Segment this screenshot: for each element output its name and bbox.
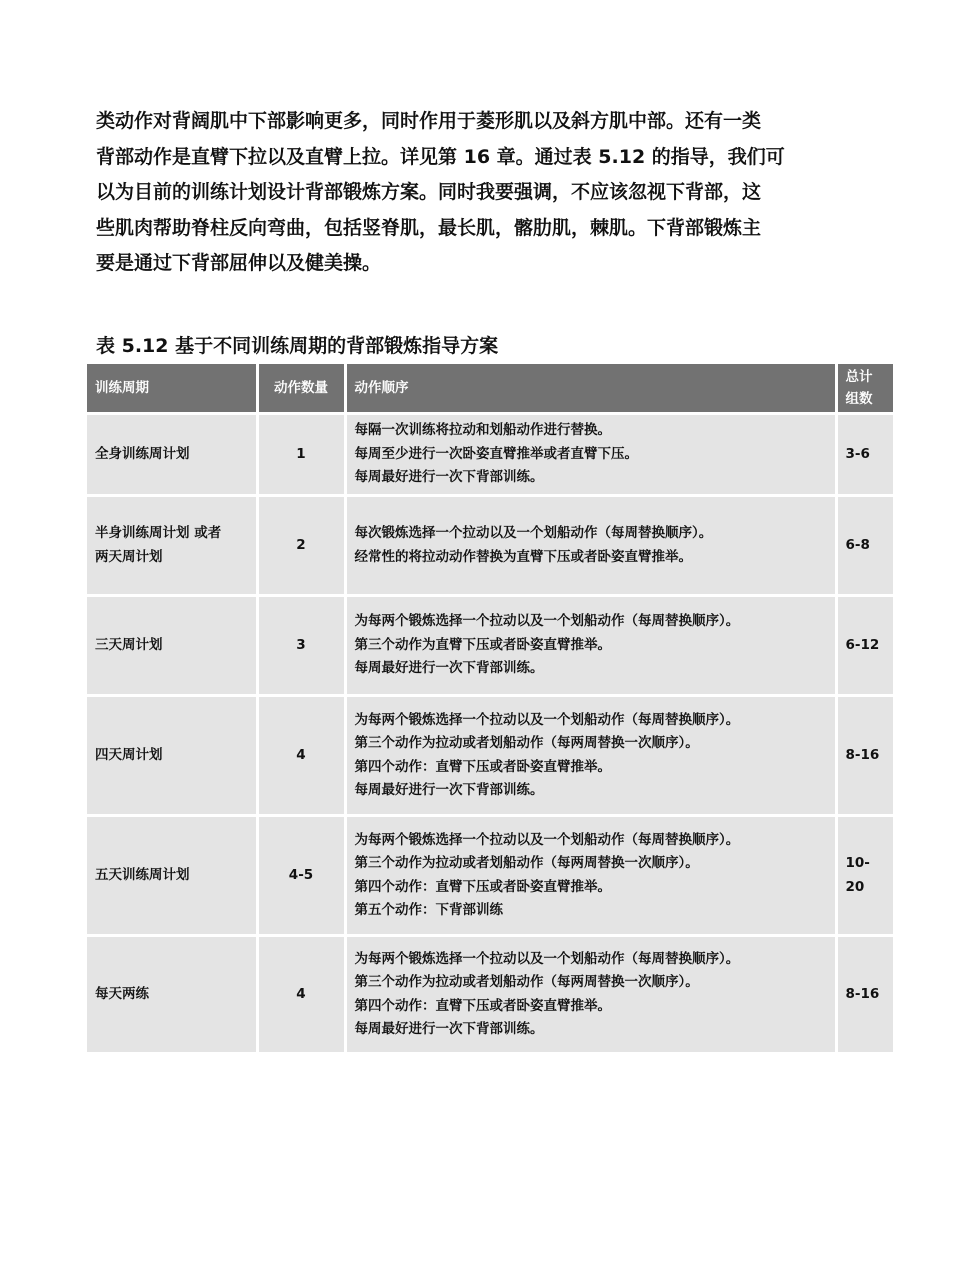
period-line: 半身训练周计划 或者 bbox=[95, 525, 222, 541]
period-line: 五天训练周计划 bbox=[95, 866, 190, 883]
table-row bbox=[87, 696, 893, 816]
cell-order bbox=[345, 816, 836, 936]
order-line: 第三个动作为直臂下压或者卧姿直臂推举。 bbox=[354, 636, 611, 653]
order-line: 第五个动作：下背部训练 bbox=[354, 902, 503, 918]
total-line: 6-8 bbox=[845, 536, 870, 553]
period-line: 全身训练周计划 bbox=[95, 445, 190, 462]
period-line: 每天两练 bbox=[95, 985, 149, 1002]
header-order: 动作顺序 bbox=[345, 364, 836, 414]
header-total-line: 总计 bbox=[845, 369, 873, 385]
cell-period bbox=[87, 936, 257, 1054]
order-line: 每周至少进行一次卧姿直臂推举或者直臂下压。 bbox=[354, 445, 638, 462]
total-line: 3-6 bbox=[845, 445, 870, 462]
order-line: 每次锻炼选择一个拉动以及一个划船动作（每周替换顺序）。 bbox=[354, 525, 713, 541]
order-line: 每周最好进行一次下背部训练。 bbox=[354, 469, 544, 486]
table-row bbox=[87, 414, 893, 496]
table-header-row bbox=[87, 364, 893, 414]
cell-count: 4 bbox=[257, 936, 345, 1054]
order-line: 第三个动作为拉动或者划船动作（每两周替换一次顺序）。 bbox=[354, 855, 699, 871]
total-line: 8-16 bbox=[845, 746, 880, 763]
cell-count: 4 bbox=[257, 696, 345, 816]
cell-period bbox=[87, 414, 257, 496]
period-line: 三天周计划 bbox=[95, 636, 163, 653]
cell-order bbox=[345, 596, 836, 696]
order-line: 第三个动作为拉动或者划船动作（每两周替换一次顺序）。 bbox=[354, 974, 699, 990]
table-body bbox=[87, 414, 893, 1054]
body-paragraph bbox=[96, 104, 886, 282]
cell-total bbox=[836, 496, 893, 596]
training-plan-table bbox=[87, 364, 893, 1055]
cell-order bbox=[345, 496, 836, 596]
paragraph-line: 要是通过下背部屈伸以及健美操。 bbox=[96, 252, 382, 274]
total-line: 8-16 bbox=[845, 985, 880, 1002]
header-period: 训练周期 bbox=[87, 364, 257, 414]
cell-total bbox=[836, 696, 893, 816]
table-caption: 表 5.12 基于不同训练周期的背部锻炼指导方案 bbox=[96, 335, 499, 357]
cell-period bbox=[87, 496, 257, 596]
header-total bbox=[836, 364, 893, 414]
cell-order bbox=[345, 414, 836, 496]
order-line: 第四个动作：直臂下压或者卧姿直臂推举。 bbox=[354, 758, 611, 775]
cell-period bbox=[87, 816, 257, 936]
cell-total bbox=[836, 816, 893, 936]
cell-order bbox=[345, 696, 836, 816]
cell-count: 3 bbox=[257, 596, 345, 696]
cell-total bbox=[836, 414, 893, 496]
cell-period bbox=[87, 696, 257, 816]
order-line: 为每两个锻炼选择一个拉动以及一个划船动作（每周替换顺序）。 bbox=[354, 831, 740, 848]
order-line: 每周最好进行一次下背部训练。 bbox=[354, 1021, 544, 1037]
order-line: 第四个动作：直臂下压或者卧姿直臂推举。 bbox=[354, 997, 611, 1014]
table-row bbox=[87, 496, 893, 596]
cell-order bbox=[345, 936, 836, 1054]
total-line: 20 bbox=[845, 878, 865, 895]
paragraph-line: 背部动作是直臂下拉以及直臂上拉。详见第 16 章。通过表 5.12 的指导，我们可 bbox=[96, 145, 785, 168]
period-line: 两天周计划 bbox=[95, 548, 163, 565]
table-row bbox=[87, 816, 893, 936]
paragraph-line: 以为目前的训练计划设计背部锻炼方案。同时我要强调，不应该忽视下背部，这 bbox=[96, 181, 762, 203]
order-line: 第四个动作：直臂下压或者卧姿直臂推举。 bbox=[354, 878, 611, 895]
order-line: 第三个动作为拉动或者划船动作（每两周替换一次顺序）。 bbox=[354, 735, 699, 751]
paragraph-line: 些肌肉帮助脊柱反向弯曲，包括竖脊肌，最长肌，髂肋肌，棘肌。下背部锻炼主 bbox=[96, 216, 762, 239]
header-total-line: 组数 bbox=[845, 391, 873, 407]
order-line: 经常性的将拉动动作替换为直臂下压或者卧姿直臂推举。 bbox=[354, 548, 692, 565]
cell-total bbox=[836, 596, 893, 696]
order-line: 为每两个锻炼选择一个拉动以及一个划船动作（每周替换顺序）。 bbox=[354, 950, 740, 967]
header-count: 动作数量 bbox=[257, 364, 345, 414]
cell-count: 4-5 bbox=[257, 816, 345, 936]
order-line: 为每两个锻炼选择一个拉动以及一个划船动作（每周替换顺序）。 bbox=[354, 711, 740, 728]
cell-count: 2 bbox=[257, 496, 345, 596]
order-line: 每周最好进行一次下背部训练。 bbox=[354, 782, 544, 798]
cell-total bbox=[836, 936, 893, 1054]
period-line: 四天周计划 bbox=[95, 746, 163, 763]
order-line: 每周最好进行一次下背部训练。 bbox=[354, 660, 544, 677]
paragraph-line: 类动作对背阔肌中下部影响更多，同时作用于菱形肌以及斜方肌中部。还有一类 bbox=[96, 110, 762, 132]
order-line: 为每两个锻炼选择一个拉动以及一个划船动作（每周替换顺序）。 bbox=[354, 613, 740, 630]
total-line: 10- bbox=[845, 855, 870, 871]
order-line: 每隔一次训练将拉动和划船动作进行替换。 bbox=[354, 422, 611, 439]
cell-count: 1 bbox=[257, 414, 345, 496]
total-line: 6-12 bbox=[845, 636, 880, 653]
table-row bbox=[87, 936, 893, 1054]
cell-period bbox=[87, 596, 257, 696]
table-row bbox=[87, 596, 893, 696]
